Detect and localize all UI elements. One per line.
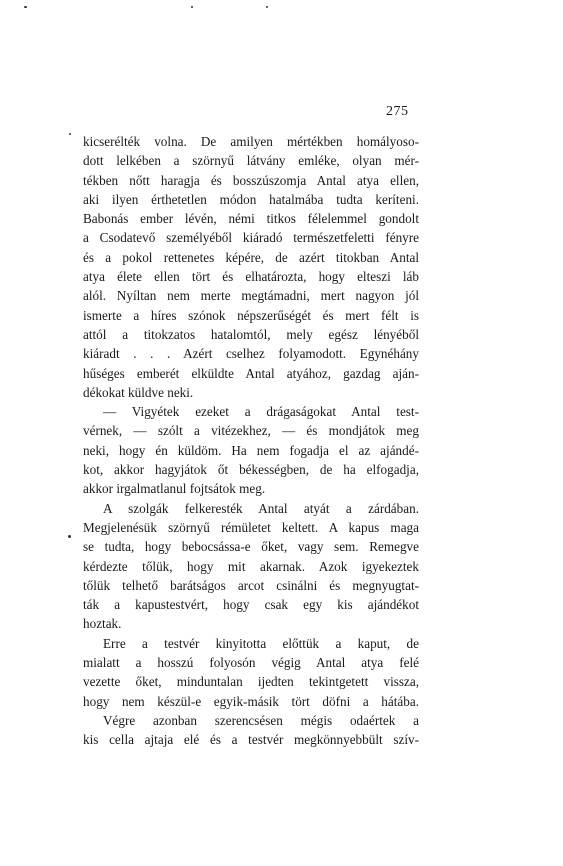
text-line: a Csodatevő személyéből kiáradó természetfeletti fényre (83, 230, 419, 246)
text-line: akkor irgalmatlanul fojtsátok meg. (83, 481, 266, 497)
text-line: se tudta, hogy bebocsássa-e őket, vagy sem. Remegve (83, 539, 419, 555)
scan-speck (191, 6, 193, 8)
text-line: dékokat küldve neki. (83, 384, 194, 400)
text-line: vezette őket, minduntalan ijedten tekintgetett vissza, (83, 674, 419, 690)
text-line: neki, hogy én küldöm. Ha nem fogadja el az ajándé- (83, 442, 419, 458)
text-line: vérnek, — szólt a vitézekhez, — és mondjátok meg (83, 423, 419, 439)
text-line: tőlük telhető barátságos arcot csinálni és megnyugtat- (83, 577, 419, 593)
text-line: hogy nem készül-e egyik-másik tört döfni a hátába. (83, 693, 419, 709)
text-line: A szolgák felkeresték Antal atyát a zárdában. (103, 500, 419, 516)
scan-speck (266, 6, 268, 8)
text-line: kiáradt . . . Azért cselhez folyamodott. Egynéhány (83, 346, 419, 362)
scan-speck (24, 6, 27, 8)
text-line: kot, akkor hagyjátok őt békességben, de ha elfogadja, (83, 462, 419, 478)
text-line: kicserélték volna. De amilyen mértékben homályoso- (83, 134, 419, 149)
text-line: atya élete ellen tört és elhatározta, hogy elteszi láb (83, 269, 419, 285)
text-line: mialatt a hosszú folyosón végig Antal atya felé (83, 655, 419, 671)
text-line: hűséges emberét elküldte Antal atyához, gazdag aján- (83, 365, 419, 381)
text-line: Megjelenésük szörnyű rémületet keltett. A kapus maga (83, 519, 419, 535)
text-line: Babonás ember lévén, némi titkos félelemmel gondolt (83, 211, 419, 227)
text-line: kis cella ajtaja elé és a testvér megkönnyebbült szív- (83, 732, 419, 748)
text-line: ismerte a híres szónok népszerűségét és mert félt is (83, 307, 419, 323)
scan-speck (68, 535, 71, 538)
text-line: és a pokol rettenetes képére, de azért titokban Antal (83, 249, 419, 265)
text-line: Erre a testvér kinyitotta előttük a kaput, de (103, 635, 419, 651)
text-line: tékben nőtt haragja és bosszúszomja Antal atya ellen, (83, 172, 419, 188)
body-text (83, 132, 419, 750)
scan-speck (69, 133, 71, 135)
text-line: kérdezte tőlük, hogy mit akarnak. Azok igyekeztek (83, 558, 419, 574)
text-line: alól. Nyíltan nem merte megtámadni, mert nagyon jól (83, 288, 419, 304)
text-line: dott lelkében a szörnyű látvány emléke, olyan mér- (83, 153, 419, 169)
text-line: hoztak. (83, 616, 122, 632)
text-line: ták a kapustestvért, hogy csak egy kis ajándékot (83, 597, 419, 613)
text-line: aki ilyen érthetetlen módon hatalmába tudta keríteni. (83, 191, 419, 207)
text-line: Végre azonban szerencsésen mégis odaértek a (103, 712, 419, 728)
text-line: — Vigyétek ezeket a drágaságokat Antal test- (103, 404, 419, 420)
text-line: attól a titokzatos hatalomtól, mely egész lényéből (83, 326, 419, 342)
page-number: 275 (386, 104, 409, 119)
